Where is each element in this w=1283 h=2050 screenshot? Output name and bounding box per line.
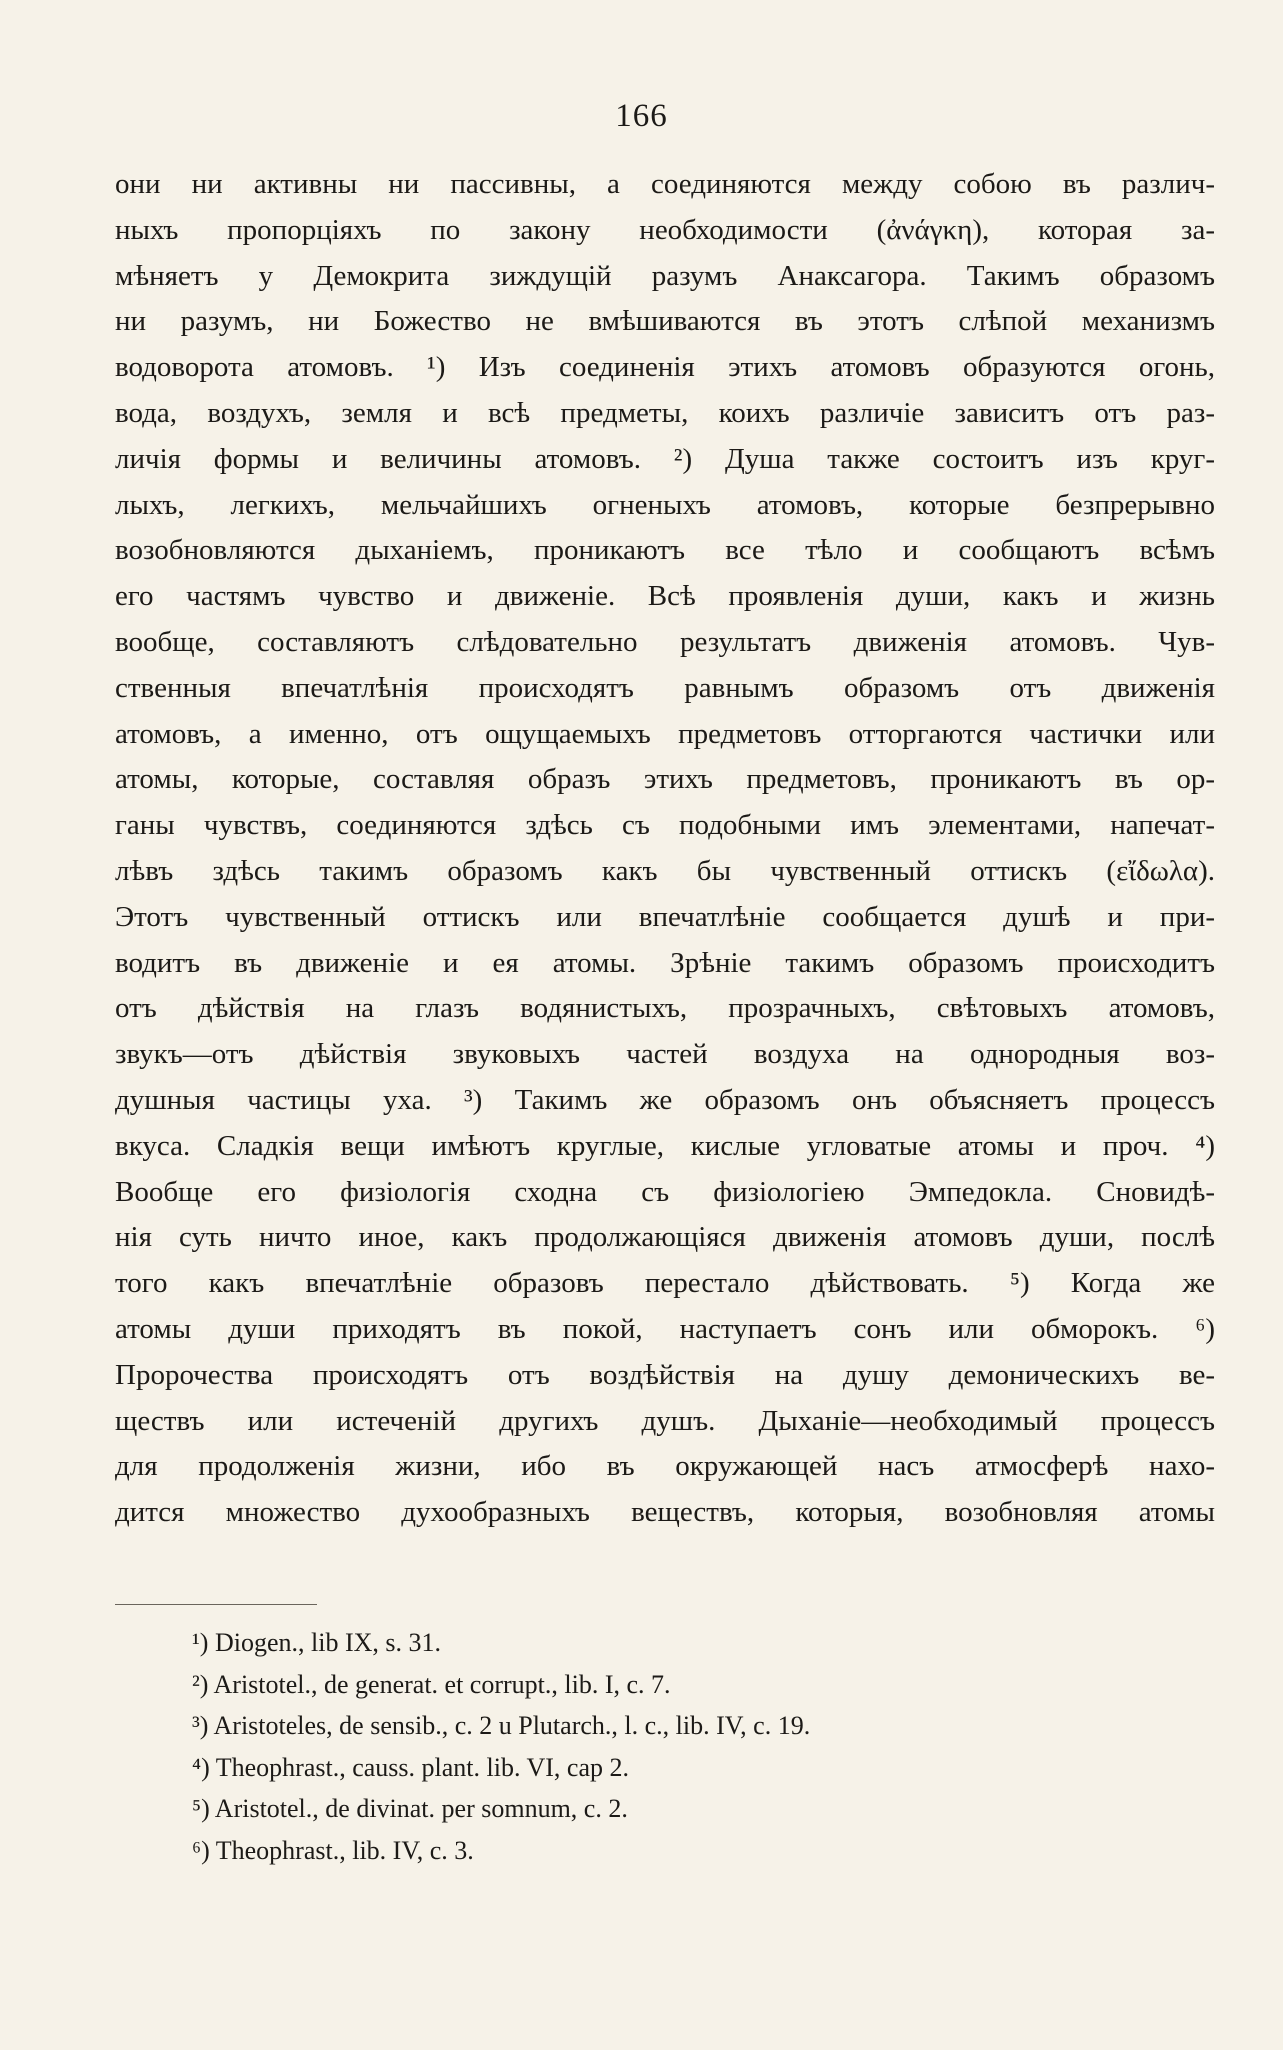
text-line: лѣвъ здѣсь такимъ образомъ какъ бы чувственный оттискъ (εἴδωλα). bbox=[115, 854, 1215, 887]
footnote: ⁵) Aristotel., de divinat. per somnum, c. 2. bbox=[192, 1794, 628, 1823]
text-line: мѣняетъ у Демокрита зиждущій разумъ Анаксагора. Такимъ образомъ bbox=[115, 259, 1215, 292]
text-line: водитъ въ движеніе и ея атомы. Зрѣніе такимъ образомъ происходитъ bbox=[115, 946, 1215, 979]
text-line: отъ дѣйствія на глазъ водянистыхъ, прозрачныхъ, свѣтовыхъ атомовъ, bbox=[115, 992, 1215, 1025]
text-line: ственныя впечатлѣнія происходятъ равнымъ образомъ отъ движенія bbox=[115, 671, 1215, 704]
page-number: 166 bbox=[615, 98, 668, 134]
text-line: лыхъ, легкихъ, мельчайшихъ огненыхъ атомовъ, которые безпрерывно bbox=[115, 488, 1215, 521]
text-line: ганы чувствъ, соединяются здѣсь съ подобными имъ элементами, напечат- bbox=[115, 809, 1215, 842]
text-line: Пророчества происходятъ отъ воздѣйствія на душу демоническихъ ве- bbox=[115, 1358, 1215, 1391]
text-line: дится множество духообразныхъ веществъ, которыя, возобновляя атомы bbox=[115, 1496, 1215, 1529]
footnote-separator bbox=[115, 1604, 317, 1605]
text-line: водоворота атомовъ. ¹) Изъ соединенія этихъ атомовъ образуются огонь, bbox=[115, 351, 1215, 384]
text-line: вода, воздухъ, земля и всѣ предметы, коихъ различіе зависитъ отъ раз- bbox=[115, 396, 1215, 429]
footnote: ⁶) Theophrast., lib. IV, c. 3. bbox=[192, 1835, 474, 1865]
text-line: личія формы и величины атомовъ. ²) Душа также состоитъ изъ круг- bbox=[115, 442, 1215, 475]
text-line: ществъ или истеченій другихъ душъ. Дыханіе—необходимый процессъ bbox=[115, 1404, 1215, 1437]
text-line: атомовъ, а именно, отъ ощущаемыхъ предметовъ отторгаются частички или bbox=[115, 717, 1215, 750]
footnotes bbox=[192, 1622, 1192, 1871]
footnote: ¹) Diogen., lib IX, s. 31. bbox=[192, 1628, 441, 1657]
text-line: ныхъ пропорціяхъ по закону необходимости (ἀνάγκη), которая за- bbox=[115, 213, 1215, 246]
text-line: душныя частицы уха. ³) Такимъ же образомъ онъ объясняетъ процессъ bbox=[115, 1083, 1215, 1116]
text-line: вообще, составляютъ слѣдовательно результатъ движенія атомовъ. Чув- bbox=[115, 625, 1215, 658]
footnote: ⁴) Theophrast., causs. plant. lib. VI, cap 2. bbox=[192, 1752, 630, 1782]
text-line: ни разумъ, ни Божество не вмѣшиваются въ этотъ слѣпой механизмъ bbox=[115, 305, 1215, 338]
text-line: атомы, которые, составляя образъ этихъ предметовъ, проникаютъ въ ор- bbox=[115, 763, 1215, 796]
text-line: вкуса. Сладкія вещи имѣютъ круглые, кислые угловатые атомы и проч. ⁴) bbox=[115, 1129, 1215, 1162]
text-line: они ни активны ни пассивны, а соединяются между собою въ различ- bbox=[115, 168, 1215, 200]
text-line: его частямъ чувство и движеніе. Всѣ проявленія души, какъ и жизнь bbox=[115, 580, 1215, 613]
text-line: Этотъ чувственный оттискъ или впечатлѣніе сообщается душѣ и при- bbox=[115, 900, 1215, 933]
body-text bbox=[115, 162, 1215, 1536]
text-line: звукъ—отъ дѣйствія звуковыхъ частей воздуха на однородныя воз- bbox=[115, 1038, 1215, 1071]
text-line: Вообще его физіологія сходна съ физіологіею Эмпедокла. Сновидѣ- bbox=[115, 1175, 1215, 1208]
text-line: нія суть ничто иное, какъ продолжающіяся движенія атомовъ души, послѣ bbox=[115, 1221, 1215, 1254]
text-line: возобновляются дыханіемъ, проникаютъ все тѣло и сообщаютъ всѣмъ bbox=[115, 534, 1215, 567]
text-line: атомы души приходятъ въ покой, наступаетъ сонъ или обморокъ. ⁶) bbox=[115, 1312, 1215, 1345]
text-line: того какъ впечатлѣніе образовъ перестало дѣйствовать. ⁵) Когда же bbox=[115, 1267, 1215, 1300]
footnote: ³) Aristoteles, de sensib., c. 2 u Plutarch., l. c., lib. IV, c. 19. bbox=[192, 1711, 811, 1740]
text-line: для продолженія жизни, ибо въ окружающей насъ атмосферѣ нахо- bbox=[115, 1450, 1215, 1483]
footnote: ²) Aristotel., de generat. et corrupt., lib. I, c. 7. bbox=[192, 1669, 671, 1699]
